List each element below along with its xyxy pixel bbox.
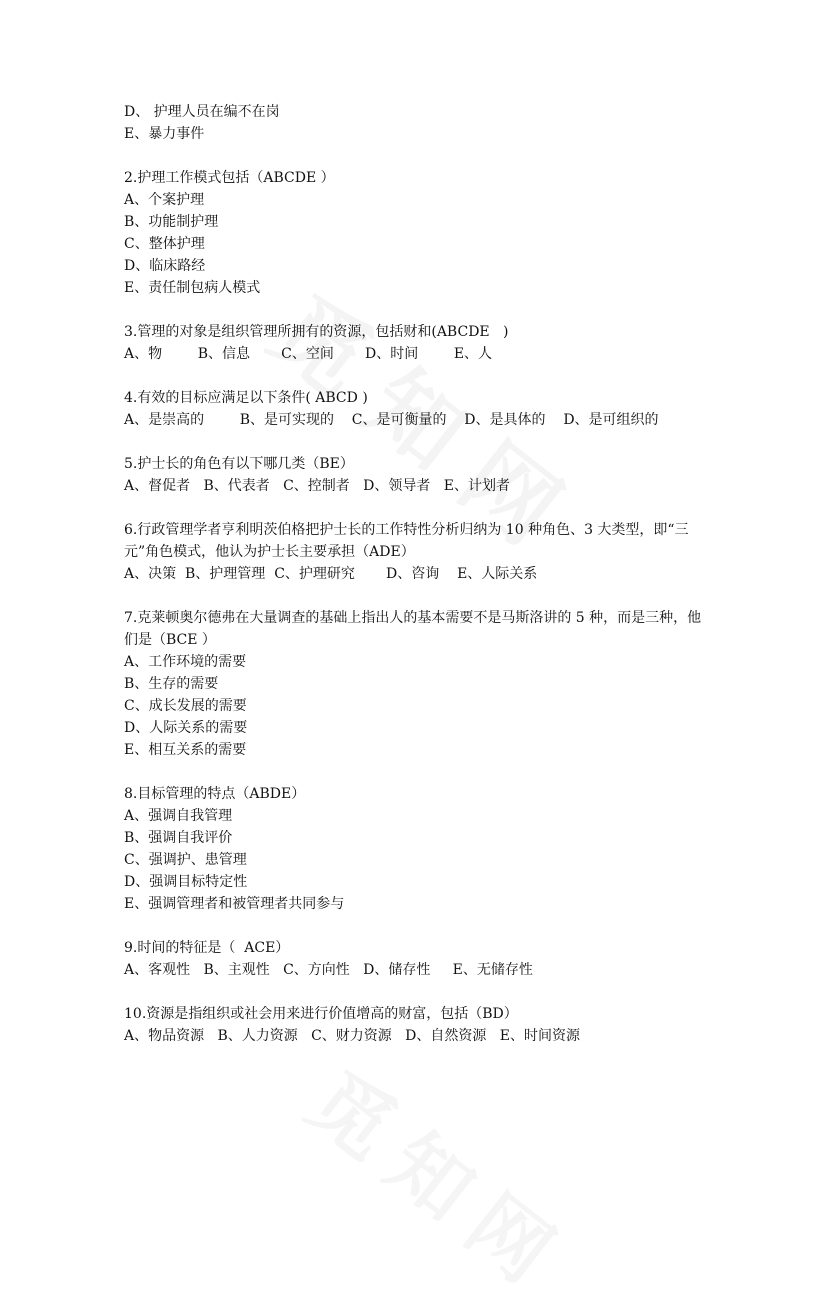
q5-options: A、督促者 B、代表者 C、控制者 D、领导者 E、计划者 [124,478,510,494]
q7-option-b: B、生存的需要 [124,676,219,692]
q10-stem: 10.资源是指组织或社会用来进行价值增高的财富，包括（BD） [124,1006,518,1022]
q8-option-b: B、强调自我评价 [124,830,233,846]
q3-stem: 3.管理的对象是组织管理所拥有的资源，包括财和(ABCDE ) [124,324,509,340]
q5-stem: 5.护士长的角色有以下哪几类（BE） [124,456,354,472]
q8-option-e: E、强调管理者和被管理者共同参与 [124,896,345,912]
q8-stem: 8.目标管理的特点（ABDE） [124,786,306,802]
q2-stem: 2.护理工作模式包括（ABCDE ） [124,170,335,186]
q2-option-c: C、整体护理 [124,236,205,252]
watermark-bottom [289,1040,596,1315]
q8-option-a: A、强调自我管理 [124,808,233,824]
q4-stem: 4.有效的目标应满足以下条件( ABCD ) [124,390,368,406]
q2-option-b: B、功能制护理 [124,214,219,230]
q7-option-d: D、人际关系的需要 [124,720,248,736]
q3-options: A、物 B、信息 C、空间 D、时间 E、人 [124,346,493,362]
q9-stem: 9.时间的特征是（ ACE） [124,940,290,956]
q2-option-e: E、责任制包病人模式 [124,280,261,296]
q6-options: A、决策 B、护理管理 C、护理研究 D、咨询 E、人际关系 [124,566,538,582]
q2-option-d: D、临床路经 [124,258,206,274]
q7-option-e: E、相互关系的需要 [124,742,247,758]
question-list [124,101,714,1047]
q8-option-d: D、强调目标特定性 [124,874,248,890]
q1-option-e: E、暴力事件 [124,126,205,142]
q7-option-c: C、成长发展的需要 [124,698,247,714]
q6-stem: 6.行政管理学者亨利明茨伯格把护士长的工作特性分析归纳为 10 种角色、3 大类型，即“三元”角色模式，他认为护士长主要承担（ADE） [124,522,689,560]
q9-options: A、客观性 B、主观性 C、方向性 D、储存性 E、无储存性 [124,962,533,978]
q7-option-a: A、工作环境的需要 [124,654,247,670]
q8-option-c: C、强调护、患管理 [124,852,247,868]
q1-option-d: D、 护理人员在编不在岗 [124,104,280,120]
q4-options: A、是崇高的 B、是可实现的 C、是可衡量的 D、是具体的 D、是可组织的 [124,412,659,428]
q7-stem: 7.克莱顿奥尔德弗在大量调查的基础上指出人的基本需要不是马斯洛讲的 5 种，而是三种，他们是（BCE ） [124,610,702,648]
q10-options: A、物品资源 B、人力资源 C、财力资源 D、自然资源 E、时间资源 [124,1028,580,1044]
q2-option-a: A、个案护理 [124,192,205,208]
